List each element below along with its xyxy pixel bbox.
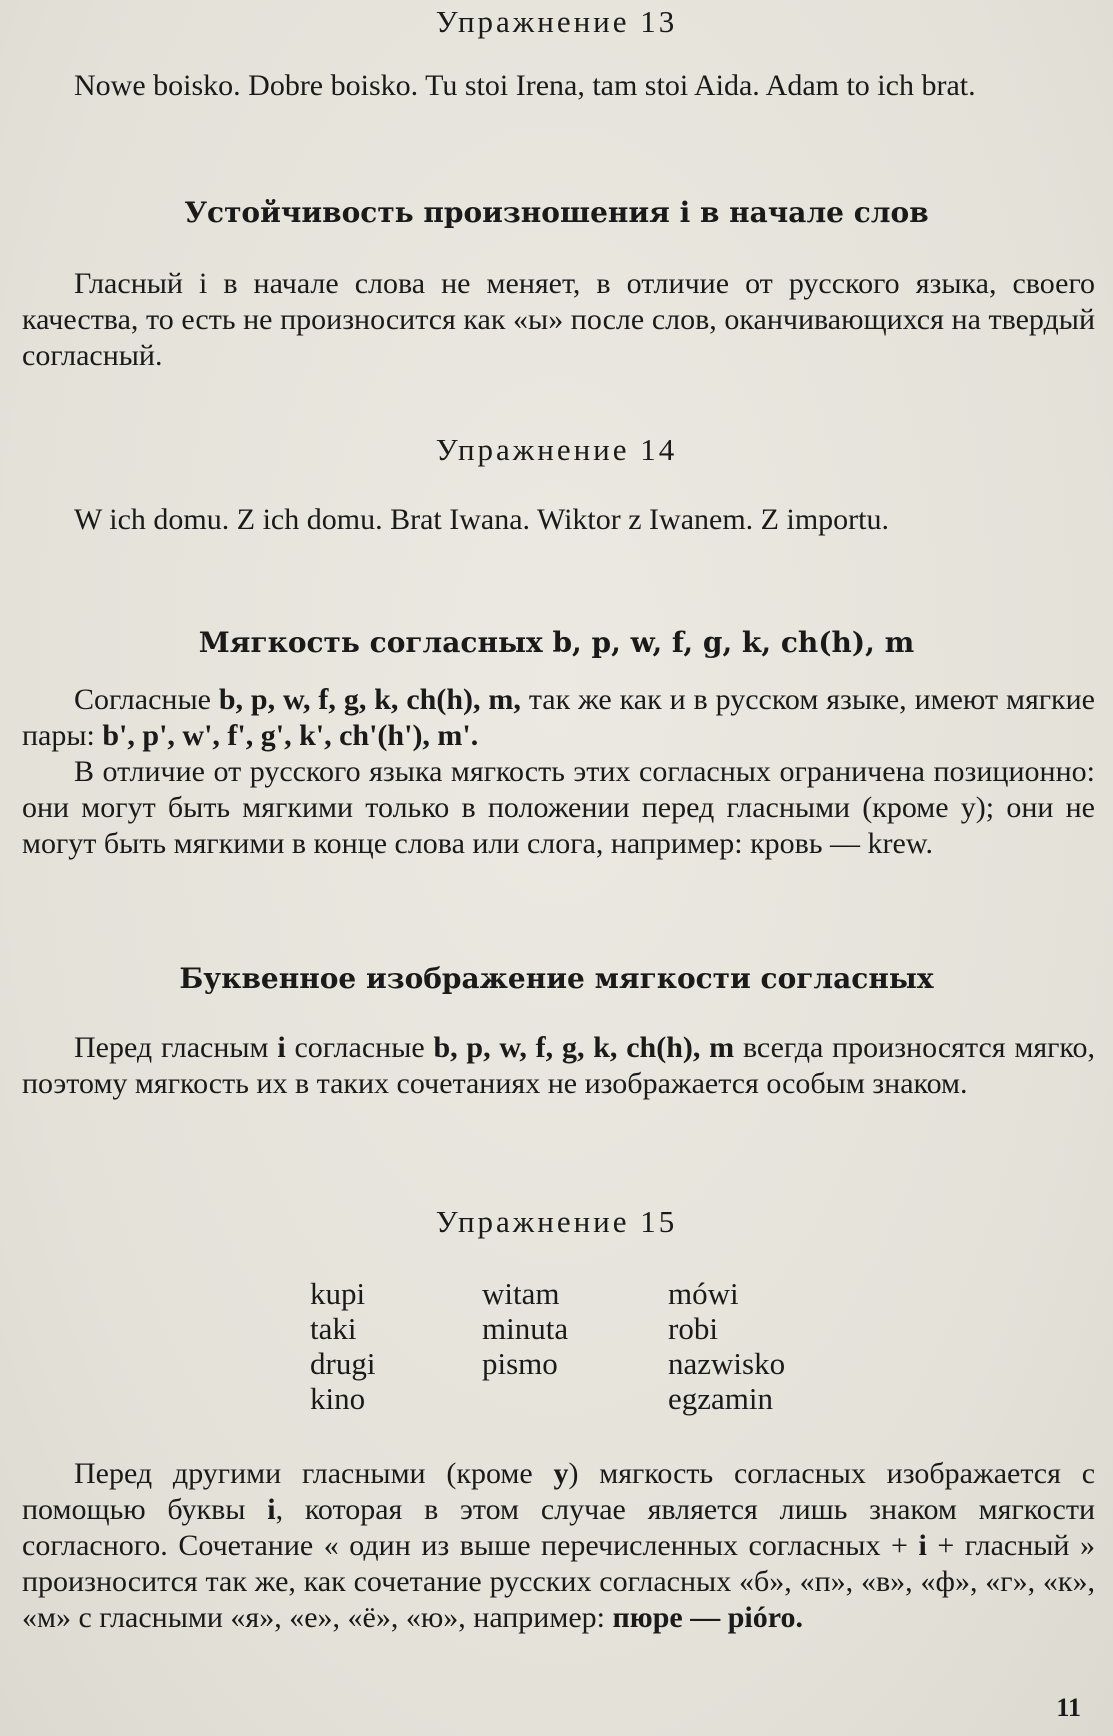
- consonant-letters: b, p, w, f, g, k, ch(h), m,: [218, 683, 521, 716]
- paragraph-letter-end: всегда произносятся мягко, поэтому мягкость их в таких сочетаниях не изображается особым знаком.: [22, 1031, 1095, 1100]
- paragraph-other-mid2: , которая в этом случае является лишь знаком мягкости согласного. Сочетание « один из выше перечисленных согласных +: [22, 1493, 1096, 1562]
- exercise-14-title: Упражнение 14: [435, 432, 678, 467]
- list-item: kupi: [310, 1276, 366, 1311]
- exercise-13-title: Упражнение 13: [435, 4, 678, 39]
- paragraph-soft-pairs-start: Согласные: [74, 683, 219, 716]
- paragraph-soft-pairs: [22, 682, 1095, 754]
- vowel-y: y: [553, 1457, 569, 1490]
- paragraph-soft-position: В отличие от русского языка мягкость этих согласных ограничена позиционно: они могут быть мягкими только в положении перед гласными (кроме y); они не могут быть мягкими в конце слова или слога, например: кровь — krew.: [22, 755, 1095, 860]
- paragraph-letter-mid: согласные: [285, 1031, 434, 1064]
- list-item: robi: [668, 1311, 718, 1346]
- exercise-13-text: Nowe boisko. Dobre boisko. Tu stoi Irena, tam stoi Aida. Adam to ich brat.: [74, 69, 976, 102]
- paragraph-other-vowels: [22, 1456, 1095, 1636]
- list-item: pismo: [482, 1346, 558, 1381]
- list-item: witam: [482, 1276, 560, 1311]
- paragraph-letter-representation: [22, 1030, 1095, 1102]
- letter-i-2: i: [918, 1529, 927, 1562]
- list-item: mówi: [668, 1276, 739, 1311]
- list-item: drugi: [310, 1346, 376, 1381]
- exercise-14-text: W ich domu. Z ich domu. Brat Iwana. Wiktor z Iwanem. Z importu.: [74, 503, 889, 536]
- list-item: nazwisko: [668, 1346, 786, 1381]
- soft-pairs: b', p', w', f', g', k', ch'(h'), m'.: [102, 719, 479, 752]
- paragraph-other-mid1: ) мягкость согласных изображается с помощью буквы: [22, 1457, 1096, 1526]
- vowel-i: i: [277, 1031, 286, 1064]
- example-pyure-pioro: пюре — pióro.: [612, 1601, 804, 1634]
- letter-i: i: [267, 1493, 276, 1526]
- consonant-letters-2: b, p, w, f, g, k, ch(h), m: [433, 1031, 735, 1064]
- word-column-2: [482, 1276, 668, 1416]
- list-item: egzamin: [668, 1381, 774, 1416]
- section-heading-i-stability: Устойчивость произношения i в начале слов: [184, 196, 929, 229]
- list-item: taki: [310, 1311, 357, 1346]
- section-heading-letter-representation: Буквенное изображение мягкости согласных: [179, 962, 934, 995]
- exercise-15-word-list: [310, 1276, 858, 1416]
- paragraph-soft-pairs-mid: так же как и в русском языке, имеют мягкие пары:: [22, 683, 1095, 752]
- word-column-3: [668, 1276, 858, 1416]
- page-number: 11: [1056, 1693, 1081, 1722]
- section-heading-softness: Мягкость согласных b, p, w, f, g, k, ch(h), m: [198, 626, 915, 659]
- list-item: kino: [310, 1381, 366, 1416]
- paragraph-other-end: + гласный » произносится так же, как сочетание русских согласных «б», «п», «в», «ф», «г», «к», «м» с гласными «я», «е», «ё», «ю», например:: [22, 1529, 1096, 1634]
- paragraph-letter-start: Перед гласным: [74, 1031, 278, 1064]
- exercise-15-title: Упражнение 15: [435, 1204, 678, 1239]
- paragraph-other-start: Перед другими гласными (кроме: [74, 1457, 554, 1490]
- word-column-1: [310, 1276, 482, 1416]
- list-item: minuta: [482, 1311, 569, 1346]
- paragraph-i-stability: Гласный i в начале слова не меняет, в отличие от русского языка, своего качества, то есть не произносится как «ы» после слов, оканчивающихся на твердый согласный.: [22, 267, 1095, 372]
